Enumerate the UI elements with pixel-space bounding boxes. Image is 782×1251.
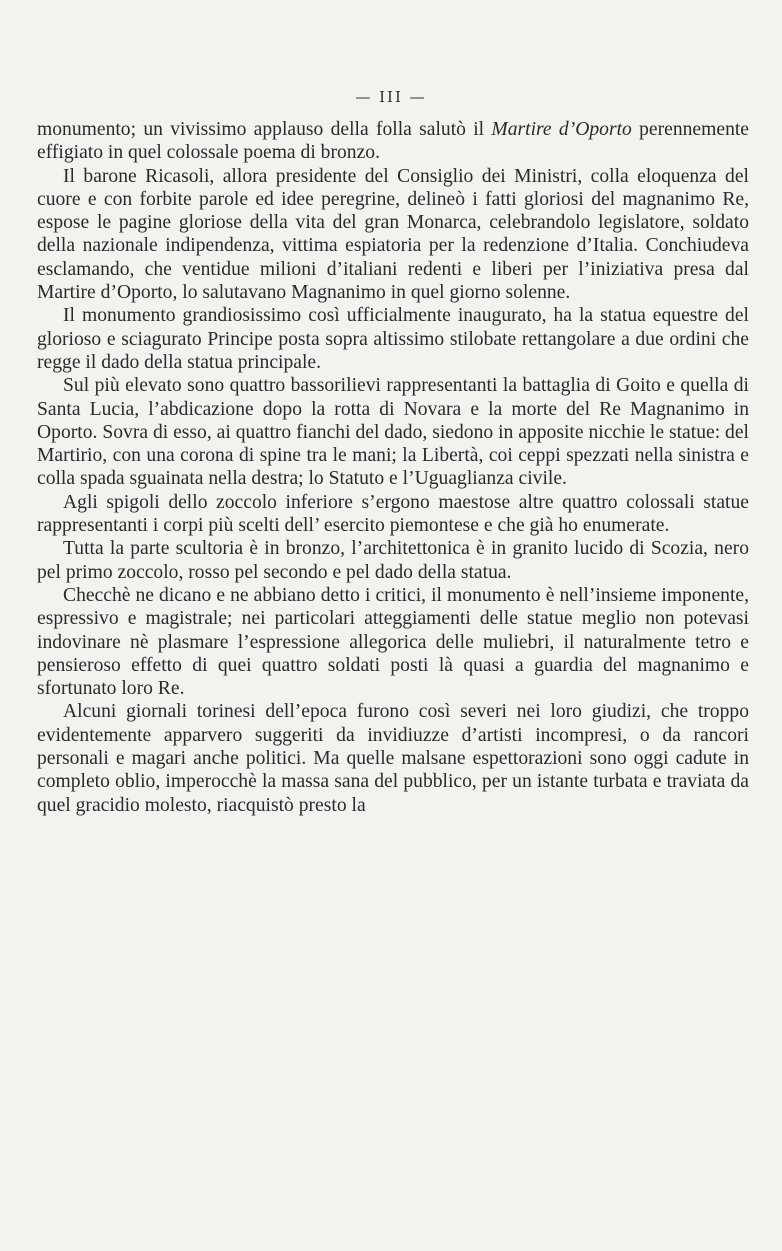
paragraph-8: Alcuni giornali torinesi dell’epoca furono così severi nei loro giudizi, che troppo evidentemente apparvero suggeriti da invidiuzze d’artisti incompresi, o da rancori personali e magari anche politici. Ma quelle malsane espettorazioni sono oggi cadute in completo oblio, imperocchè la massa sana del pubblico, per un istante turbata e traviata da quel gracidio molesto, riacquistò presto la xyxy=(37,701,749,816)
paragraph-1-end: perennemente effigiato in quel colossale poema di bronzo. xyxy=(37,119,750,164)
page-number: — III — xyxy=(355,88,427,106)
paragraph-6: Tutta la parte scultoria è in bronzo, l’architettonica è in granito lucido di Scozia, nero pel primo zoccolo, rosso pel secondo e pel dado della statua. xyxy=(37,538,749,583)
body-text xyxy=(37,118,749,817)
paragraph-1 xyxy=(37,118,749,165)
paragraph-2: Il barone Ricasoli, allora presidente del Consiglio dei Ministri, colla eloquenza del cuore e con forbite parole ed idee peregrine, delineò i fatti gloriosi del magnanimo Re, espose le pagine gloriose della vita del gran Monarca, celebrandolo legislatore, soldato della nazionale indipendenza, vittima espiatoria per la redenzione d’Italia. Conchiudeva esclamando, che ventidue milioni d’italiani redenti e liberi per l’iniziativa presa dal Martire d’Oporto, lo salutavano Magnanimo in quel giorno solenne. xyxy=(37,165,749,304)
paragraph-1-italic: Martire d’Oporto xyxy=(491,119,632,140)
paragraph-5: Agli spigoli dello zoccolo inferiore s’ergono maestose altre quattro colossali statue rappresentanti i corpi più scelti dell’ esercito piemontese e che già ho enumerate. xyxy=(37,491,749,537)
paragraph-1-start: monumento; un vivissimo applauso della folla salutò il xyxy=(37,119,492,140)
paragraph-7: Checchè ne dicano e ne abbiano detto i critici, il monumento è nell’insieme imponente, espressivo e magistrale; nei particolari atteggiamenti delle statue meglio non potevasi indovinare nè plasmare l’espressione allegorica delle muliebri, il naturalmente tetro e pensieroso effetto di quei quattro soldati posti là quasi a guardia del magnanimo e sfortunato loro Re. xyxy=(37,584,749,700)
paragraph-3: Il monumento grandiosissimo così ufficialmente inaugurato, ha la statua equestre del glorioso e sciagurato Principe posta sopra altissimo stilobate rettangolare a due ordini che regge il dado della statua principale. xyxy=(37,305,749,373)
paragraph-4: Sul più elevato sono quattro bassorilievi rappresentanti la battaglia di Goito e quella di Santa Lucia, l’abdicazione dopo la rotta di Novara e la morte del Re Magnanimo in Oporto. Sovra di esso, ai quattro fianchi del dado, siedono in apposite nicchie le statue: del Martirio, con una corona di spine tra le mani; la Libertà, coi ceppi spezzati nella sinistra e colla spada sguainata nella destra; lo Statuto e l’Uguaglianza civile. xyxy=(37,375,749,490)
